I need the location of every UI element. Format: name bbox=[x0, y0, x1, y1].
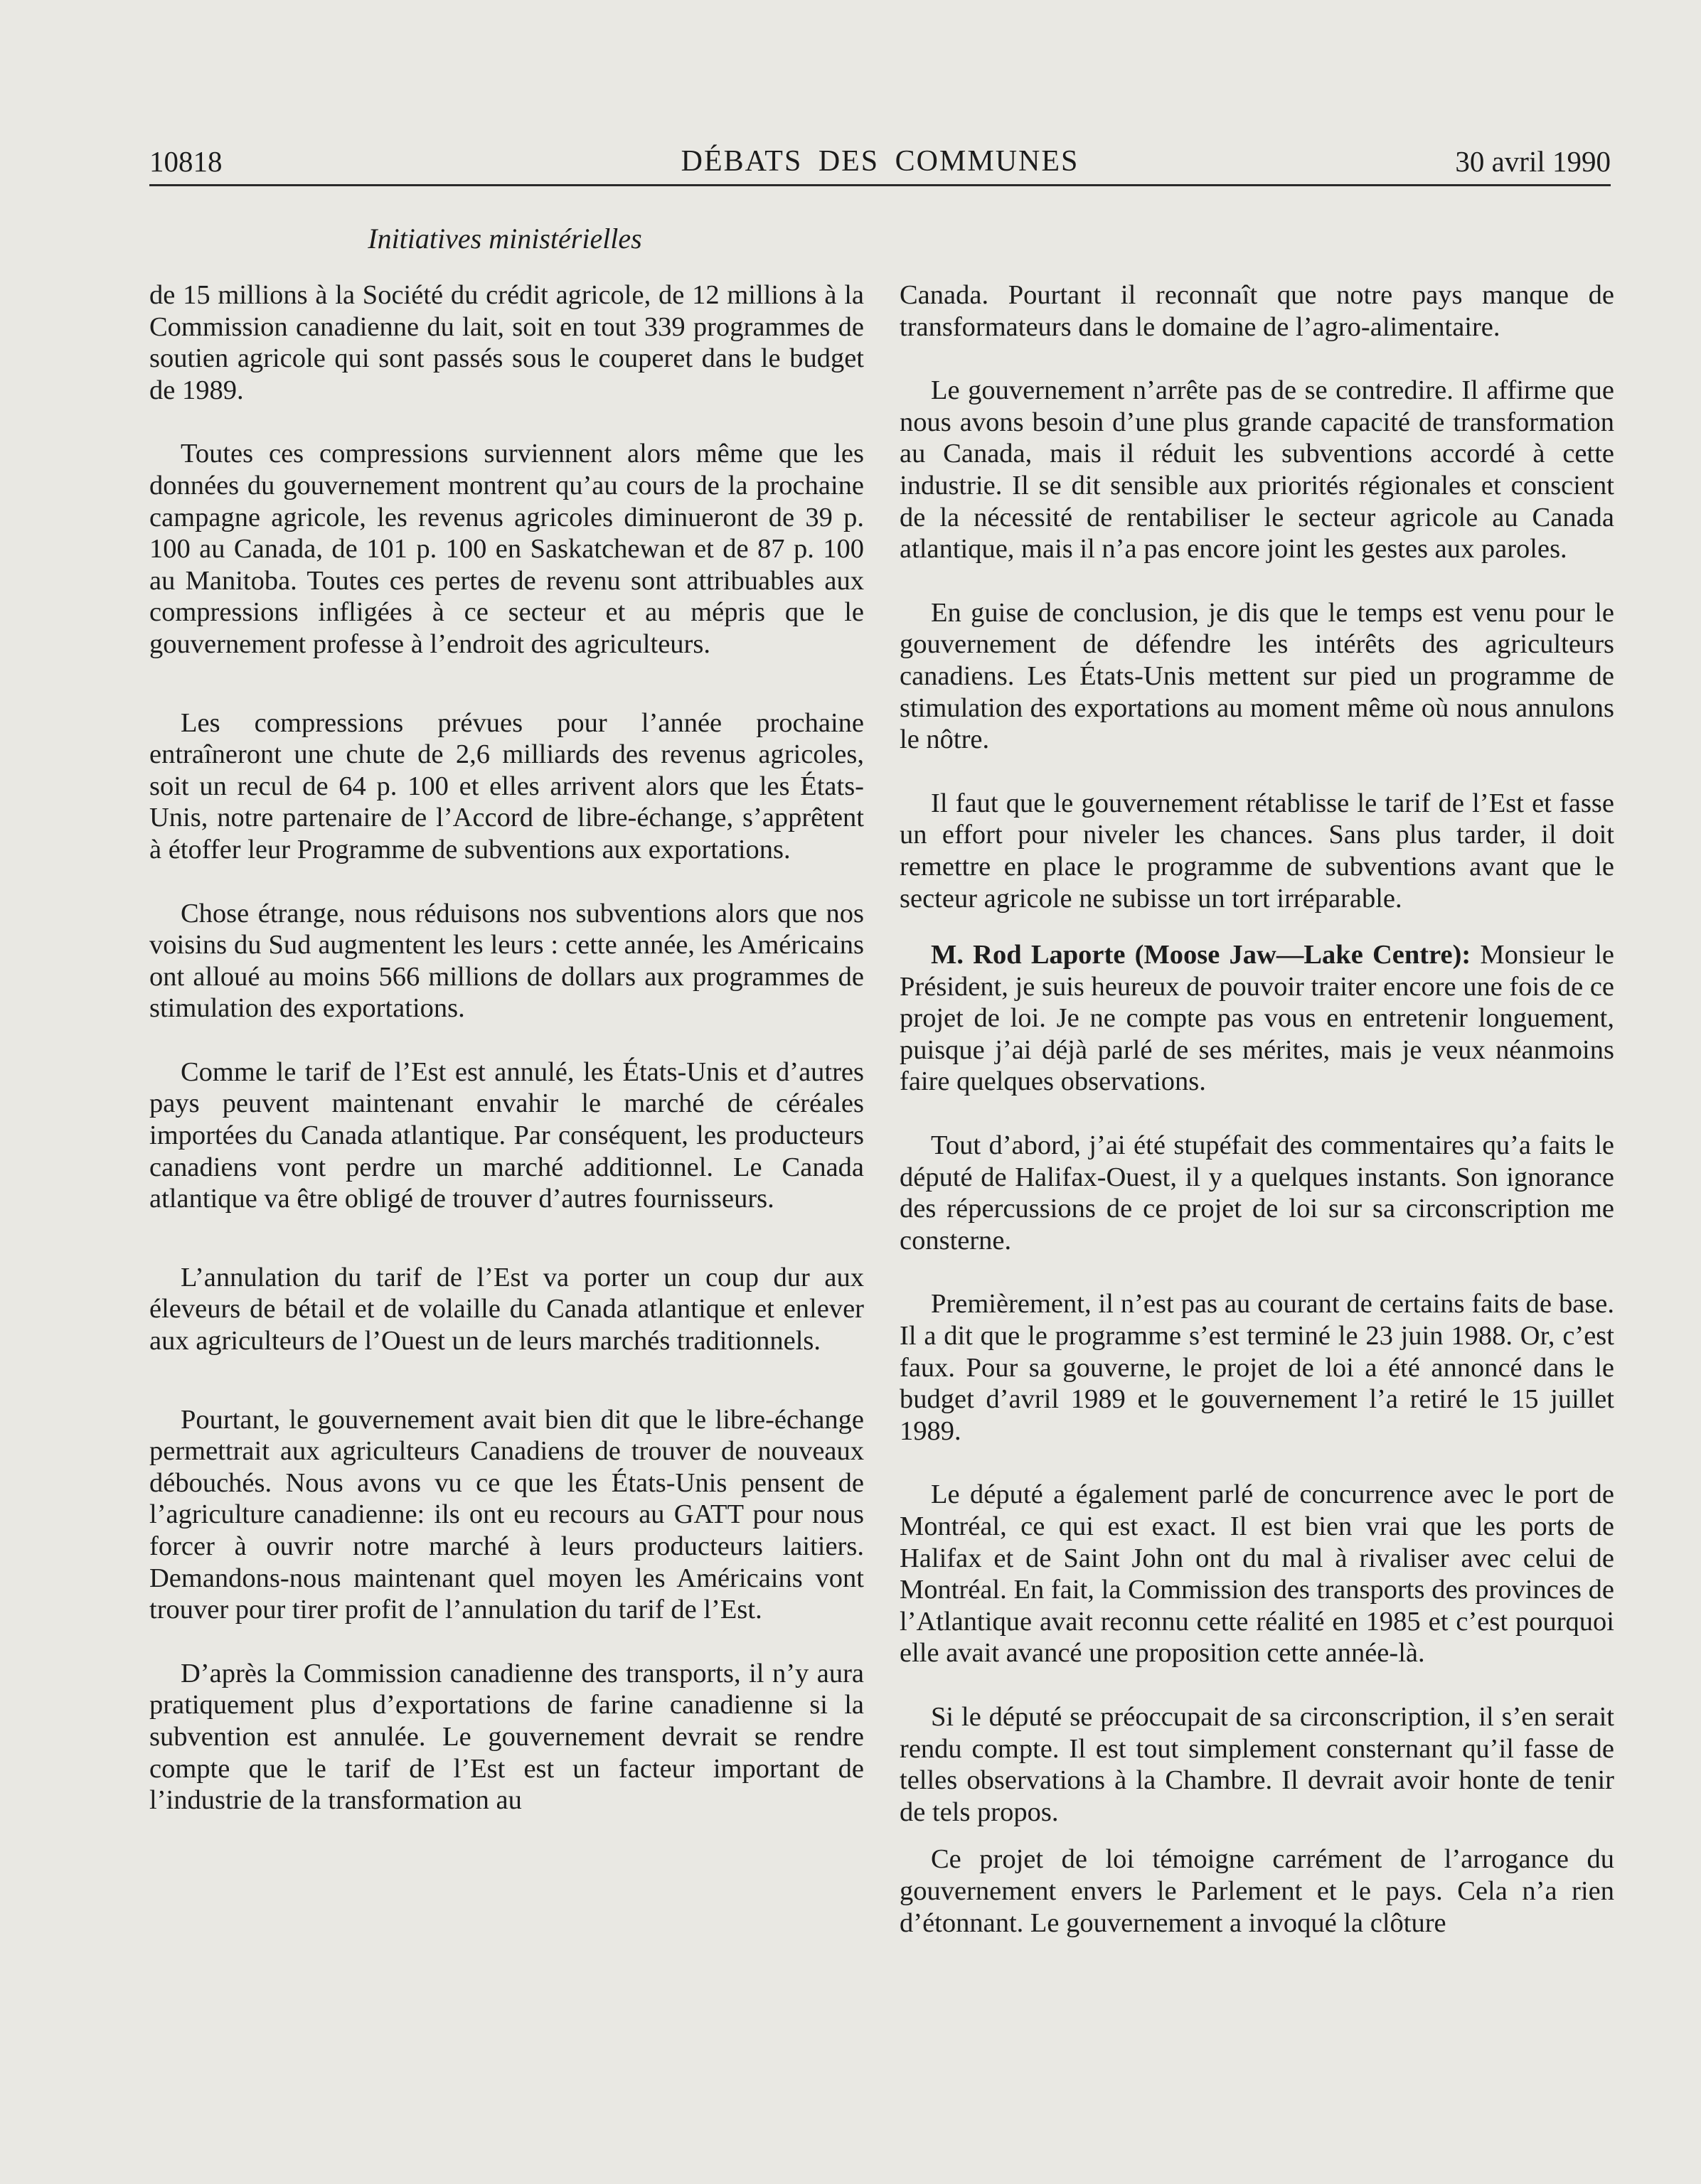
paragraph: Il faut que le gouvernement rétablisse le tarif de l’Est et fasse un effort pour niveler les chances. Sans plus tarder, il doit remettre en place le programme de subventions avant que le secteur agricole ne subisse un tort irréparable. bbox=[900, 788, 1614, 914]
paragraph: D’après la Commission canadienne des transports, il n’y aura pratiquement plus d’exportations de farine canadienne si la subvention est annulée. Le gouvernement devrait se rendre compte que le tarif de l’Est est un facteur important de l’industrie de la transformation au bbox=[149, 1658, 864, 1816]
paragraph: Tout d’abord, j’ai été stupéfait des commentaires qu’a faits le député de Halifax-Ouest, il y a quelques instants. Son ignorance des répercussions de ce projet de loi sur sa circonscription me consterne. bbox=[900, 1130, 1614, 1256]
paragraph: Le député a également parlé de concurrence avec le port de Montréal, ce qui est exact. Il est bien vrai que les ports de Halifax et de Saint John ont du mal à rivaliser avec celui de Montréal. En fait, la Commission des transports des provinces de l’Atlantique avait reconnu cette réalité en 1985 et c’est pourquoi elle avait avancé une proposition cette année-là. bbox=[900, 1479, 1614, 1669]
paragraph: L’annulation du tarif de l’Est va porter un coup dur aux éleveurs de bétail et de volaille du Canada atlantique et enlever aux agriculteurs de l’Ouest un de leurs marchés traditionnels. bbox=[149, 1262, 864, 1356]
speaker-paragraph bbox=[900, 939, 1614, 1098]
running-head bbox=[149, 144, 1611, 186]
paragraph: Comme le tarif de l’Est est annulé, les États-Unis et d’autres pays peuvent maintenant envahir le marché de céréales importées du Canada atlantique. Par conséquent, les producteurs canadiens vont perdre un marché additionnel. Le Canada atlantique va être obligé de trouver d’autres fournisseurs. bbox=[149, 1056, 864, 1214]
paragraph: de 15 millions à la Société du crédit agricole, de 12 millions à la Commission canadienne du lait, soit en tout 339 programmes de soutien agricole qui sont passés sous le couperet dans le budget de 1989. bbox=[149, 280, 864, 405]
paragraph: Premièrement, il n’est pas au courant de certains faits de base. Il a dit que le programme s’est terminé le 23 juin 1988. Or, c’est faux. Pour sa gouverne, le projet de loi a été annoncé dans le budget d’avril 1989 et le gouvernement l’a retiré le 15 juillet 1989. bbox=[900, 1289, 1614, 1446]
paragraph: En guise de conclusion, je dis que le temps est venu pour le gouvernement de défendre les intérêts des agriculteurs canadiens. Les États-Unis mettent sur pied un programme de stimulation des exportations au moment même où nous annulons le nôtre. bbox=[900, 597, 1614, 755]
paragraph: Canada. Pourtant il reconnaît que notre pays manque de transformateurs dans le domaine de l’agro-alimentaire. bbox=[900, 280, 1614, 342]
paragraph: Si le député se préoccupait de sa circonscription, il s’en serait rendu compte. Il est tout simplement consternant qu’il fasse de telles observations à la Chambre. Il devrait avoir honte de tenir de tels propos. bbox=[900, 1701, 1614, 1827]
paragraph: Ce projet de loi témoigne carrément de l’arrogance du gouvernement envers le Parlement et le pays. Cela n’a rien d’étonnant. Le gouvernement a invoqué la clôture bbox=[900, 1844, 1614, 1938]
issue-date: 30 avril 1990 bbox=[1455, 145, 1611, 178]
speaker-name: M. Rod Laporte (Moose Jaw—Lake Centre): bbox=[931, 940, 1471, 970]
left-column bbox=[149, 279, 864, 1816]
right-column bbox=[900, 279, 1614, 1939]
page-number: 10818 bbox=[149, 145, 223, 178]
paragraph-text: Monsieur le Président, je suis heureux de pouvoir traiter encore une fois de ce projet de loi. Je ne compte pas vous en entretenir longuement, puisque j’ai déjà parlé de ses mérites, mais je veux néanmoins faire quelques observations. bbox=[900, 940, 1614, 1097]
paragraph: Le gouvernement n’arrête pas de se contredire. Il affirme que nous avons besoin d’une plus grande capacité de transformation au Canada, mais il réduit les subventions accordé à cette industrie. Il se dit sensible aux priorités régionales et conscient de la nécessité de rentabiliser le secteur agricole au Canada atlantique, mais il n’a pas encore joint les gestes aux paroles. bbox=[900, 375, 1614, 564]
journal-title: DÉBATS DES COMMUNES bbox=[681, 145, 1079, 178]
paragraph: Chose étrange, nous réduisons nos subventions alors que nos voisins du Sud augmentent les leurs : cette année, les Américains ont alloué au moins 566 millions de dollars aux programmes de stimulation des exportations. bbox=[149, 898, 864, 1024]
paragraph: Les compressions prévues pour l’année prochaine entraîneront une chute de 2,6 milliards des revenus agricoles, soit un recul de 64 p. 100 et elles arrivent alors que les États-Unis, notre partenaire de l’Accord de libre-échange, s’apprêtent à étoffer leur Programme de subventions aux exportations. bbox=[149, 707, 864, 864]
section-title: Initiatives ministérielles bbox=[368, 223, 642, 255]
paragraph: Pourtant, le gouvernement avait bien dit que le libre-échange permettrait aux agriculteurs Canadiens de trouver de nouveaux débouchés. Nous avons vu ce que les États-Unis pensent de l’agriculture canadienne: ils ont eu recours au GATT pour nous forcer à ouvrir notre marché à leurs producteurs laitiers. Demandons-nous maintenant quel moyen les Américains vont trouver pour tirer profit de l’annulation du tarif de l’Est. bbox=[149, 1404, 864, 1625]
paragraph: Toutes ces compressions surviennent alors même que les données du gouvernement montrent qu’au cours de la prochaine campagne agricole, les revenus agricoles diminueront de 39 p. 100 au Canada, de 101 p. 100 en Saskatchewan et de 87 p. 100 au Manitoba. Toutes ces pertes de revenu sont attribuables aux compressions infligées à ce secteur et au mépris que le gouvernement professe à l’endroit des agriculteurs. bbox=[149, 439, 864, 659]
